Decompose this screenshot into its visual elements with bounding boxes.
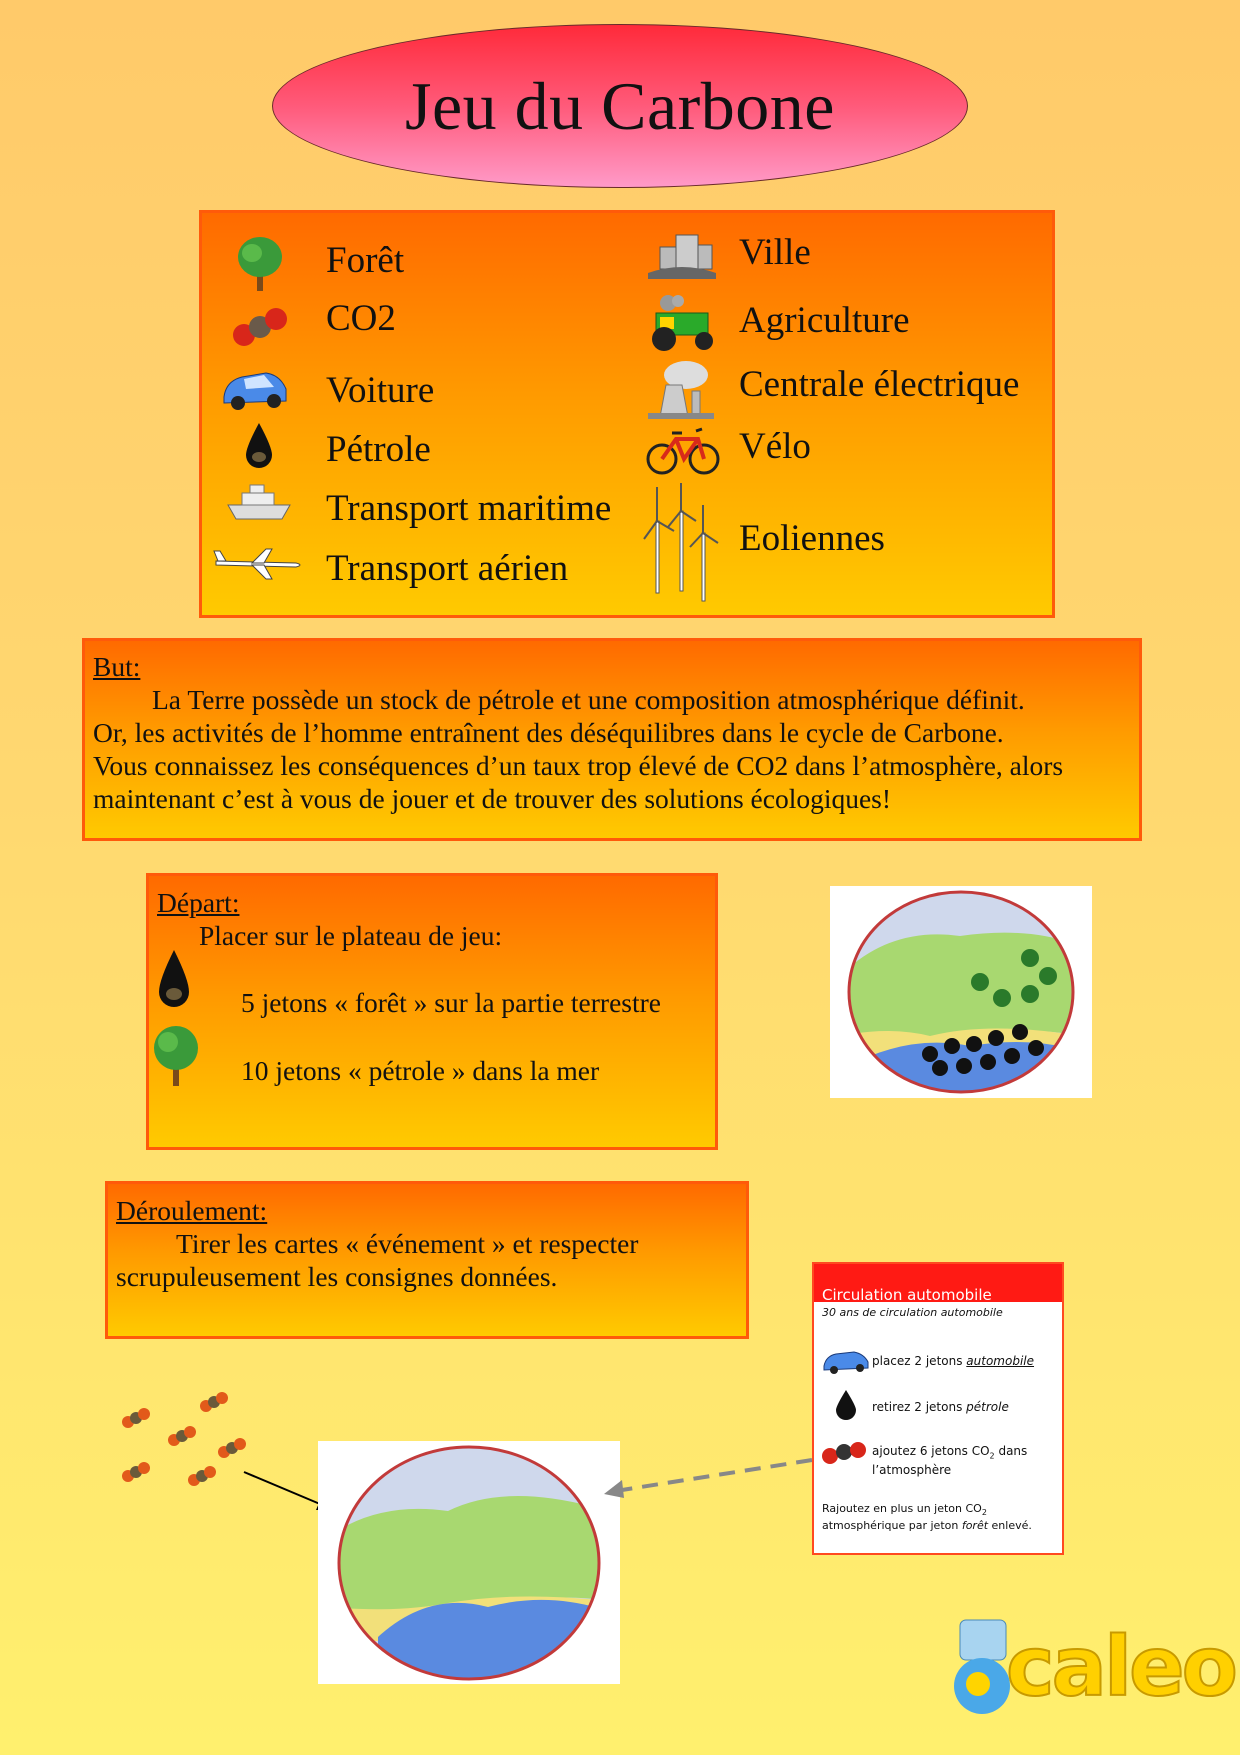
start-item-2: 10 jetons « pétrole » dans la mer — [241, 1055, 600, 1086]
start-heading: Départ: — [157, 887, 240, 918]
goal-line-4: maintenant c’est à vous de jouer et de trouver des solutions écologiques! — [93, 783, 892, 814]
power-plant-icon — [646, 359, 716, 423]
legend-label-centrale: Centrale électrique — [739, 364, 1020, 405]
legend-label-co2: CO2 — [326, 298, 396, 339]
goal-heading: But: — [93, 651, 141, 682]
goal-box — [82, 638, 1142, 841]
legend-label-foret: Forêt — [326, 240, 405, 281]
bicycle-icon — [646, 421, 720, 477]
board-image-play — [318, 1441, 620, 1684]
legend-box — [199, 210, 1055, 618]
legend-label-voiture: Voiture — [326, 370, 435, 411]
card-subtitle: 30 ans de circulation automobile — [822, 1306, 1003, 1319]
progress-line-1: Tirer les cartes « événement » et respecter — [176, 1228, 639, 1259]
oil-drop-icon — [242, 421, 276, 471]
card-row-3-sub: 2 — [989, 1451, 995, 1461]
car-icon — [822, 1346, 870, 1374]
card-footer-em: forêt — [961, 1519, 989, 1533]
progress-heading: Déroulement: — [116, 1195, 268, 1226]
legend-label-ville: Ville — [739, 232, 811, 273]
tractor-icon — [646, 295, 718, 353]
legend-label-agriculture: Agriculture — [739, 300, 910, 341]
page-title: Jeu du Carbone — [404, 67, 835, 144]
caleo-logo — [948, 1606, 1235, 1736]
goal-line-1: La Terre possède un stock de pétrole et une composition atmosphérique définit. — [152, 684, 1025, 715]
start-intro: Placer sur le plateau de jeu: — [199, 920, 503, 951]
oil-drop-icon — [157, 948, 191, 1010]
card-footer — [822, 1502, 1058, 1532]
ship-icon — [226, 481, 292, 523]
event-card — [812, 1262, 1064, 1555]
city-icon — [646, 231, 718, 281]
card-row-2-text: retirez 2 jetons — [872, 1400, 967, 1414]
legend-label-maritime: Transport maritime — [326, 488, 612, 529]
title-banner — [272, 24, 968, 188]
card-row-2 — [872, 1400, 1009, 1414]
progress-line-2: scrupuleusement les consignes données. — [116, 1261, 558, 1292]
co2-molecule-icon — [232, 305, 288, 349]
card-footer-post: enlevé. — [988, 1519, 1032, 1533]
tree-icon — [234, 235, 286, 295]
card-row-2-em: pétrole — [966, 1400, 1009, 1414]
co2-molecule-icon — [820, 1440, 870, 1466]
progress-box — [105, 1181, 749, 1339]
card-row-1-text: placez 2 jetons — [872, 1354, 967, 1368]
board-image-start — [830, 886, 1092, 1098]
card-row-3 — [872, 1444, 1052, 1477]
dashed-arrow — [600, 1450, 816, 1500]
legend-label-velo: Vélo — [739, 426, 811, 467]
co2-tokens-group — [118, 1392, 258, 1492]
start-item-1: 5 jetons « forêt » sur la partie terrestre — [241, 987, 661, 1018]
logo-text: caleo — [1006, 1620, 1235, 1715]
start-box — [146, 873, 718, 1150]
card-footer-sub: 2 — [981, 1508, 987, 1518]
airplane-icon — [212, 543, 304, 583]
oil-drop-icon — [834, 1388, 858, 1420]
co2-molecule-icon — [122, 1408, 150, 1428]
goal-line-3: Vous connaissez les conséquences d’un taux trop élevé de CO2 dans l’atmosphère, alors — [93, 750, 1064, 781]
legend-label-eoliennes: Eoliennes — [739, 518, 885, 559]
legend-label-aerien: Transport aérien — [326, 548, 569, 589]
card-title: Circulation automobile — [814, 1264, 1062, 1302]
card-row-3-post: dans l’atmosphère — [872, 1444, 1028, 1478]
card-footer-text: Rajoutez en plus un jeton CO — [822, 1502, 982, 1515]
legend-label-petrole: Pétrole — [326, 429, 431, 470]
card-footer-mid: atmosphérique par jeton — [822, 1519, 962, 1533]
card-row-3-text: ajoutez 6 jetons CO — [872, 1444, 990, 1458]
wind-turbine-icon — [642, 481, 722, 605]
tree-icon — [151, 1024, 201, 1090]
car-icon — [220, 363, 290, 413]
card-row-1 — [872, 1354, 1034, 1368]
card-row-1-em: automobile — [966, 1354, 1035, 1368]
goal-line-2: Or, les activités de l’homme entraînent des déséquilibres dans le cycle de Carbone. — [93, 717, 1004, 748]
